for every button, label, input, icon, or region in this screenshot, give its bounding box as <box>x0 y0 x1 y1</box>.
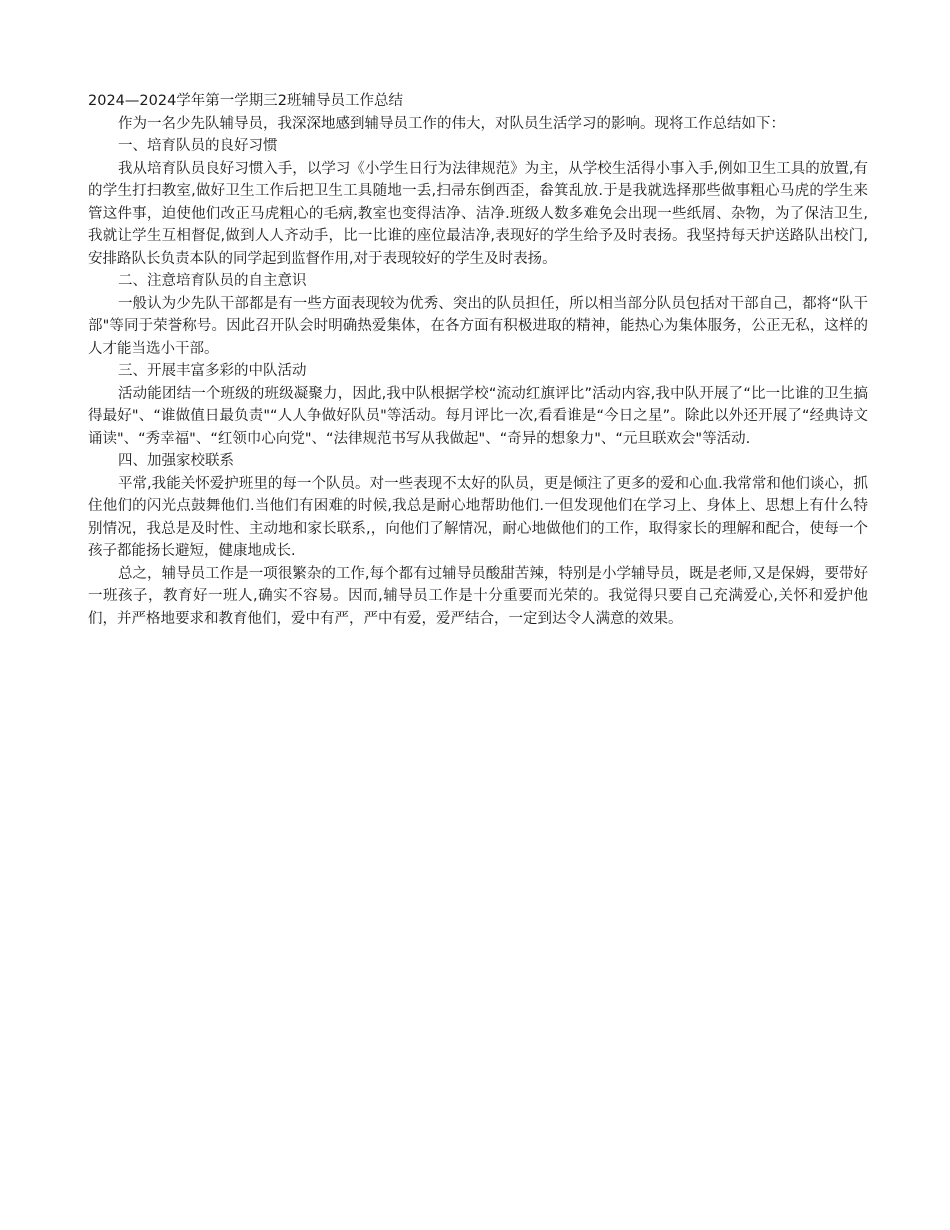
intro-paragraph: 作为一名少先队辅导员，我深深地感到辅导员工作的伟大，对队员生活学习的影响。现将工作总结如下： <box>118 115 785 132</box>
section-heading-1: 一、培育队员的良好习惯 <box>118 138 278 154</box>
document-body <box>88 90 868 630</box>
section-body-2: 一般认为少先队干部都是有一些方面表现较为优秀、突出的队员担任，所以相当部分队员包括对干部自己，都将“队干部"等同于荣誉称号。因此召开队会时明确热爱集体，在各方面有积极进取的精神，能热心为集体服务，公正无私，这样的人才能当选小干部。 <box>88 295 868 357</box>
section-body-4: 平常,我能关怀爱护班里的每一个队员。对一些表现不太好的队员，更是倾注了更多的爱和心血.我常常和他们谈心，抓住他们的闪光点鼓舞他们.当他们有困难的时候,我总是耐心地帮助他们.一但发现他们在学习上、身体上、思想上有什么特别情况，我总是及时性、主动地和家长联系,，向他们了解情况，耐心地做他们的工作，取得家长的理解和配合，使每一个孩子都能扬长避短，健康地成长. <box>88 475 868 559</box>
section-body-1: 我从培育队员良好习惯入手，以学习《小学生日行为法律规范》为主，从学校生活得小事入手,例如卫生工具的放置,有的学生打扫教室,做好卫生工作后把卫生工具随地一丢,扫帚东倒西歪，畚箕乱放.于是我就选择那些做事粗心马虎的学生来管这件事，迫使他们改正马虎粗心的毛病,教室也变得洁净、洁净.班级人数多难免会出现一些纸屑、杂物，为了保洁卫生,我就让学生互相督促,做到人人齐动手，比一比谁的座位最洁净,表现好的学生给予及时表扬。我坚持每天护送路队出校门,安排路队长负责本队的同学起到监督作用,对于表现较好的学生及时表扬。 <box>88 160 868 267</box>
section-heading-3: 三、开展丰富多彩的中队活动 <box>118 363 307 379</box>
section-heading-2: 二、注意培育队员的自主意识 <box>118 273 307 289</box>
section-heading-4: 四、加强家校联系 <box>118 453 234 469</box>
conclusion-paragraph: 总之，辅导员工作是一项很繁杂的工作,每个都有过辅导员酸甜苦辣，特别是小学辅导员，既是老师,又是保姆，要带好一班孩子，教育好一班人,确实不容易。因而,辅导员工作是十分重要而光荣的。我觉得只要自己充满爱心,关怀和爱护他们，并严格地要求和教育他们，爱中有严，严中有爱，爱严结合，一定到达令人满意的效果。 <box>88 565 868 627</box>
section-body-3: 活动能团结一个班级的班级凝聚力，因此,我中队根据学校“流动红旗评比”活动内容,我中队开展了“比一比谁的卫生搞得最好"、“谁做值日最负责"“人人争做好队员"等活动。每月评比一次,看看谁是“今日之星”。除此以外还开展了“经典诗文诵读"、“秀幸福"、“红领巾心向党"、“法律规范书写从我做起"、“奇异的想象力"、“元旦联欢会"等活动. <box>88 385 868 447</box>
document-title: 2024—2024学年第一学期三2班辅导员工作总结 <box>88 93 404 109</box>
